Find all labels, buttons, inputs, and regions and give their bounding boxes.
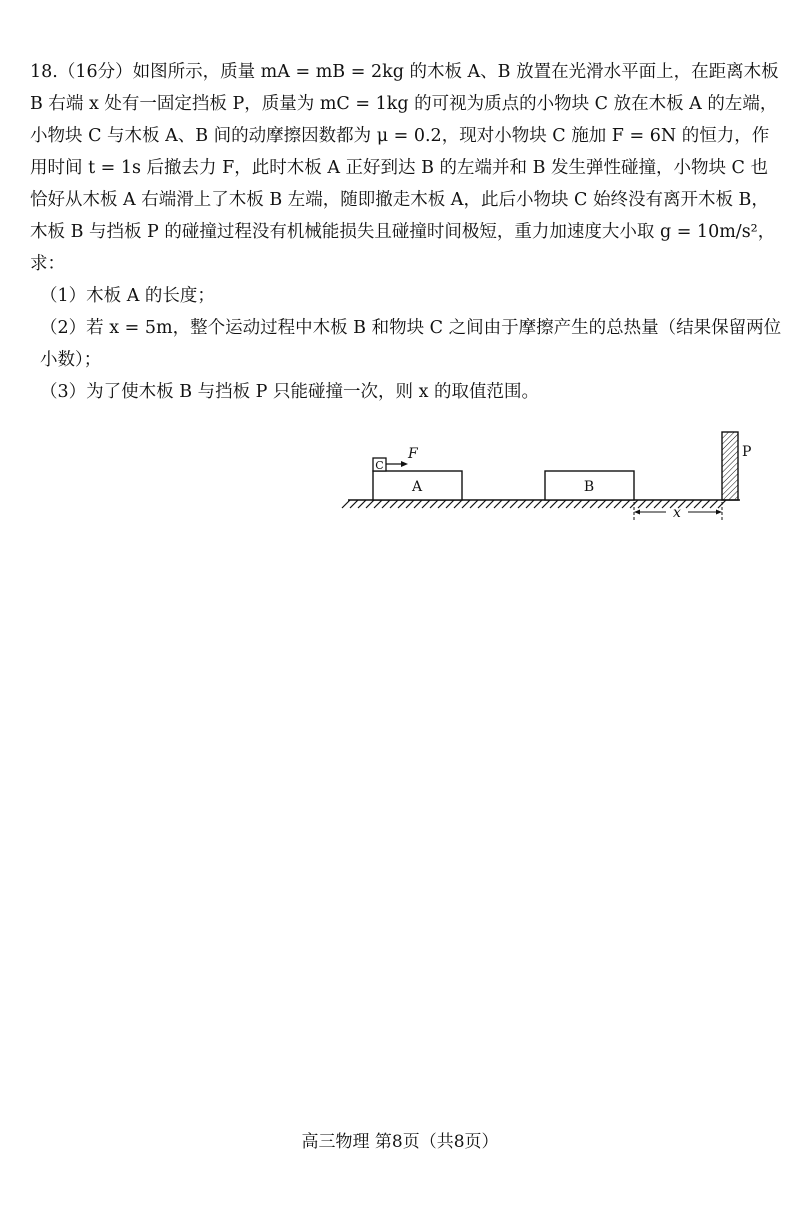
baffle-p bbox=[722, 432, 738, 500]
block-c-label: C bbox=[375, 459, 384, 472]
sub-question-2: （2）若 x = 5m，整个运动过程中木板 B 和物块 C 之间由于摩擦产生的总热量（结果保留两位小数）； bbox=[40, 318, 782, 370]
question-number: 18. bbox=[30, 62, 58, 82]
question-points: （16分） bbox=[57, 62, 133, 82]
board-b-label: B bbox=[583, 479, 595, 495]
ground-hatch bbox=[342, 500, 726, 508]
sub-question-3: （3）为了使木板 B 与挡板 P 只能碰撞一次，则 x 的取值范围。 bbox=[40, 382, 540, 402]
question-stem: 如图所示，质量 mA = mB = 2kg 的木板 A、B 放置在光滑水平面上，在距离木板 B 右端 x 处有一固定挡板 P，质量为 mC = 1kg 的可视为质点的小物块 C 放在木板 A 的左端，小物块 C 与木板 A、B 间的动摩擦因数都为 μ = 0.2，现对小物块 C 施加 F = 6N 的恒力，作用时间 t = 1s 后撤去力 F，此时木板 A 正好到达 B 的左端并和 B 发生弹性碰撞，小物块 C 也恰好从木板 A 右端滑上了木板 B 左端，随即撤走木板 A，此后小物块 C 始终没有离开木板 B，木板 B 与挡板 P 的碰撞过程没有机械能损失且碰撞时间极短，重力加速度大小取 g = 10m/s²，求： bbox=[30, 62, 779, 274]
sub-question-1: （1）木板 A 的长度； bbox=[40, 286, 215, 306]
problem-stem-paragraph bbox=[30, 56, 782, 280]
board-a-label: A bbox=[411, 479, 423, 495]
problem-18 bbox=[30, 56, 782, 408]
force-label: F bbox=[408, 446, 418, 462]
physics-diagram bbox=[340, 430, 760, 540]
page-footer: 高三物理 第8页（共8页） bbox=[301, 1132, 499, 1152]
baffle-p-label: P bbox=[742, 444, 752, 460]
distance-label: x bbox=[673, 505, 681, 521]
force-arrow bbox=[386, 461, 408, 467]
